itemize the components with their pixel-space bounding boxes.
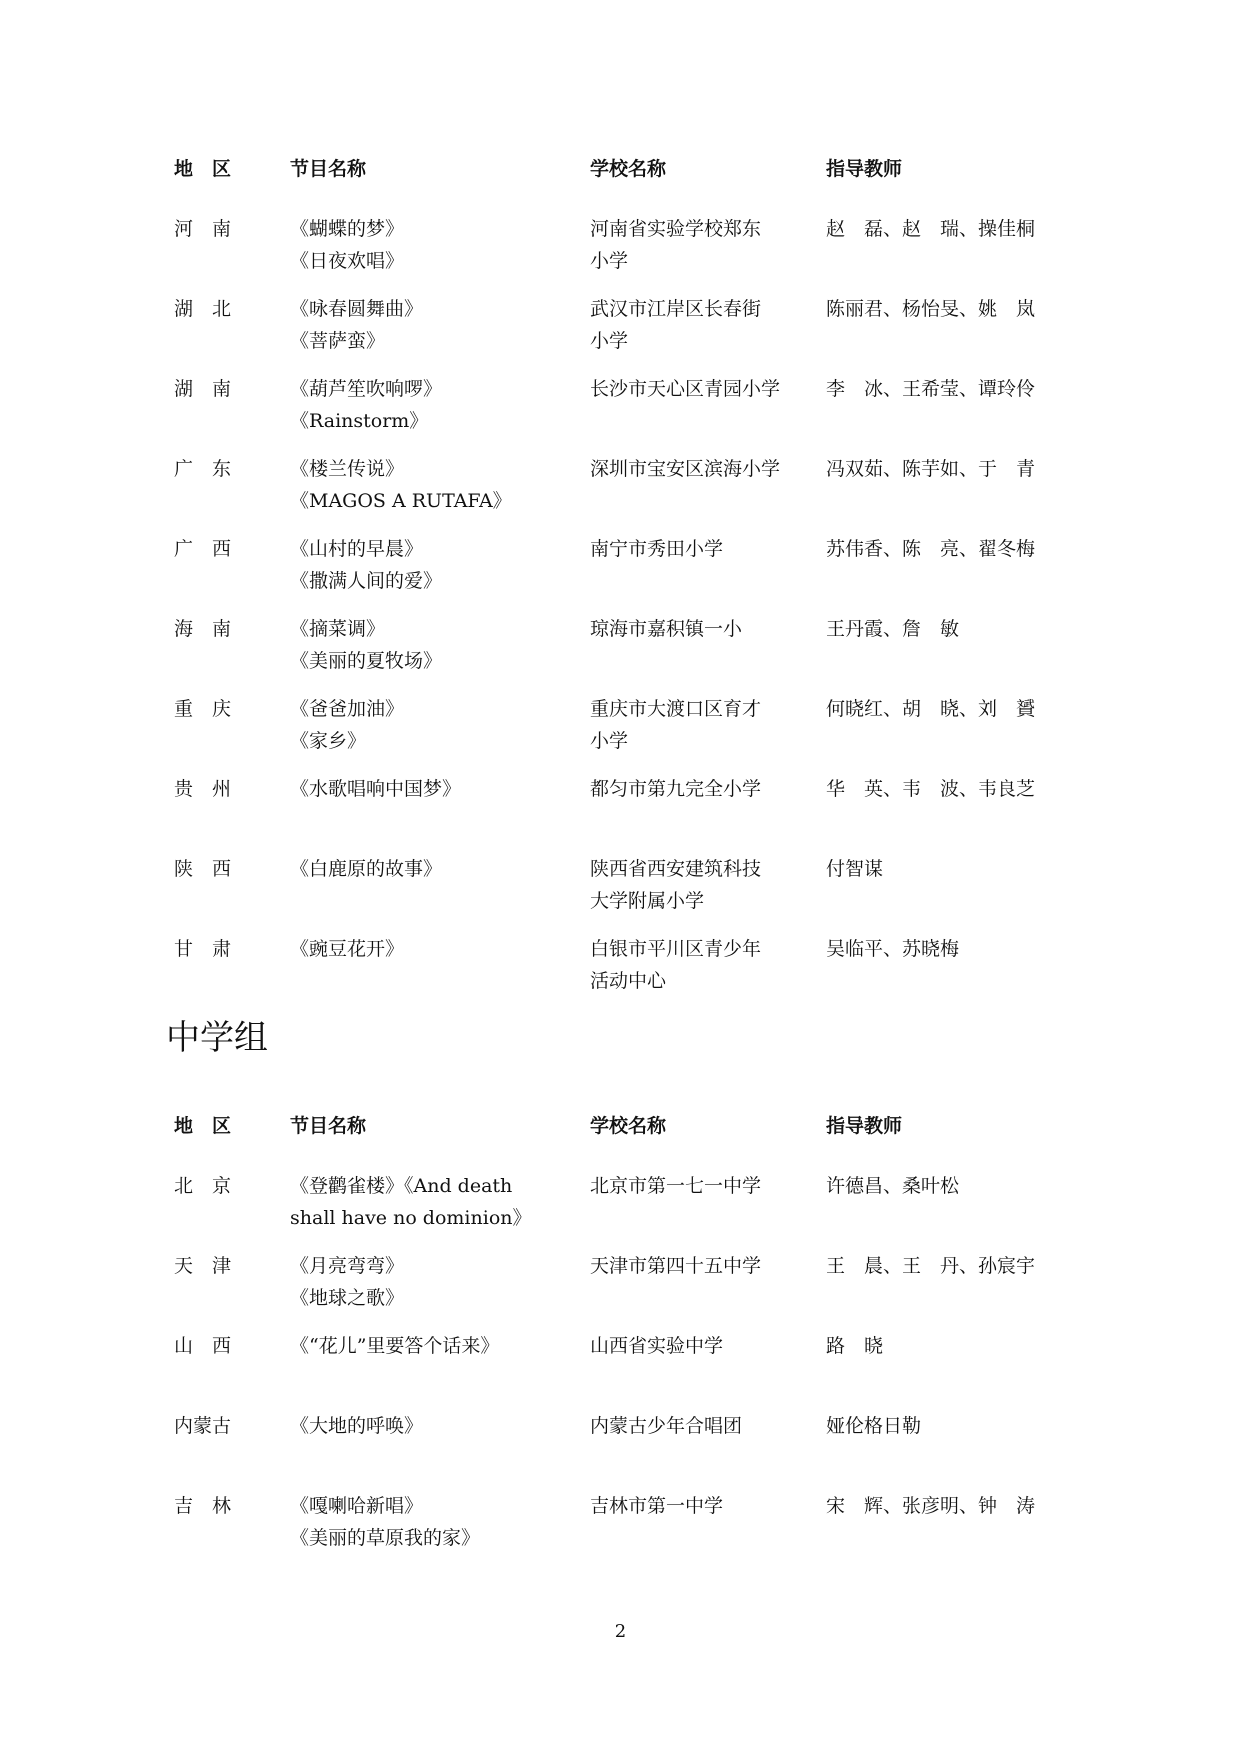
program-line: 《月亮弯弯》 — [290, 1255, 405, 1277]
school-cell — [590, 1330, 810, 1362]
school-line: 小学 — [590, 730, 629, 752]
teacher-cell: 王 晨、王 丹、孙宸宇 — [826, 1255, 1036, 1277]
program-cell — [290, 933, 580, 965]
program-cell — [290, 1250, 580, 1314]
region-cell: 重 庆 — [174, 698, 232, 720]
school-line: 白银市平川区青少年 — [590, 938, 762, 960]
table-row — [0, 853, 1241, 933]
page-number: 2 — [614, 1621, 627, 1642]
school-line: 重庆市大渡口区育才 — [590, 698, 762, 720]
school-cell — [590, 1410, 810, 1442]
school-cell — [590, 293, 810, 357]
school-cell — [590, 693, 810, 757]
region-cell: 甘 肃 — [174, 938, 232, 960]
school-cell — [590, 213, 810, 277]
teacher-cell: 何晓红、胡 晓、刘 贇 — [826, 698, 1036, 720]
program-cell — [290, 533, 580, 597]
region-cell: 河 南 — [174, 218, 232, 240]
teacher-cell: 华 英、韦 波、韦良芝 — [826, 778, 1036, 800]
teacher-cell: 陈丽君、杨怡旻、姚 岚 — [826, 298, 1036, 320]
teacher-cell: 付智谋 — [826, 858, 884, 880]
region-cell: 山 西 — [174, 1335, 232, 1357]
program-line: 《日夜欢唱》 — [290, 250, 405, 272]
school-cell — [590, 933, 810, 997]
header-program: 节目名称 — [290, 1115, 367, 1137]
program-line: 《嘎喇哈新唱》 — [290, 1495, 424, 1517]
school-cell — [590, 773, 810, 805]
program-line: 《白鹿原的故事》 — [290, 858, 443, 880]
region-cell: 陕 西 — [174, 858, 232, 880]
school-cell — [590, 1250, 810, 1282]
program-line: 《葫芦笙吹响啰》 — [290, 378, 443, 400]
teacher-cell: 路 晓 — [826, 1335, 884, 1357]
program-line: 《撒满人间的爱》 — [290, 570, 443, 592]
program-line: 《地球之歌》 — [290, 1287, 405, 1309]
region-cell: 天 津 — [174, 1255, 232, 1277]
header-region: 地 区 — [174, 158, 232, 180]
table-row — [0, 1410, 1241, 1490]
school-line: 吉林市第一中学 — [590, 1495, 724, 1517]
school-line: 都匀市第九完全小学 — [590, 778, 762, 800]
school-line: 天津市第四十五中学 — [590, 1255, 762, 1277]
program-line: 《楼兰传说》 — [290, 458, 405, 480]
region-cell: 海 南 — [174, 618, 232, 640]
school-line: 南宁市秀田小学 — [590, 538, 724, 560]
program-line: 《豌豆花开》 — [290, 938, 405, 960]
header-program: 节目名称 — [290, 158, 367, 180]
teacher-cell: 吴临平、苏晓梅 — [826, 938, 960, 960]
region-cell: 广 西 — [174, 538, 232, 560]
teacher-cell: 宋 辉、张彦明、钟 涛 — [826, 1495, 1036, 1517]
region-cell: 北 京 — [174, 1175, 232, 1197]
school-line: 小学 — [590, 330, 629, 352]
program-cell — [290, 1330, 580, 1362]
school-cell — [590, 853, 810, 917]
school-line: 北京市第一七一中学 — [590, 1175, 762, 1197]
teacher-cell: 李 冰、王希莹、谭玲伶 — [826, 378, 1036, 400]
table-row — [0, 773, 1241, 853]
school-cell — [590, 453, 810, 485]
school-cell — [590, 373, 810, 405]
school-cell — [590, 613, 810, 645]
table-row — [0, 213, 1241, 293]
table-row — [0, 373, 1241, 453]
school-line: 长沙市天心区青园小学 — [590, 378, 781, 400]
school-line: 山西省实验中学 — [590, 1335, 724, 1357]
program-cell — [290, 693, 580, 757]
school-cell — [590, 1490, 810, 1522]
school-line: 琼海市嘉积镇一小 — [590, 618, 743, 640]
school-line: 河南省实验学校郑东 — [590, 218, 762, 240]
program-cell — [290, 453, 580, 517]
table-row — [0, 1330, 1241, 1410]
table-row — [0, 533, 1241, 613]
region-cell: 湖 北 — [174, 298, 232, 320]
program-line: 《山村的早晨》 — [290, 538, 424, 560]
program-line: 《家乡》 — [290, 730, 367, 752]
teacher-cell: 许德昌、桑叶松 — [826, 1175, 960, 1197]
header-teacher: 指导教师 — [826, 1115, 903, 1137]
program-line: shall have no dominion》 — [290, 1207, 532, 1229]
table-row — [0, 1250, 1241, 1330]
program-line: 《咏春圆舞曲》 — [290, 298, 424, 320]
region-cell: 贵 州 — [174, 778, 232, 800]
program-cell — [290, 213, 580, 277]
program-line: 《水歌唱响中国梦》 — [290, 778, 462, 800]
school-line: 活动中心 — [590, 970, 667, 992]
program-cell — [290, 373, 580, 437]
school-line: 陕西省西安建筑科技 — [590, 858, 762, 880]
program-cell — [290, 1410, 580, 1442]
region-cell: 吉 林 — [174, 1495, 232, 1517]
program-cell — [290, 293, 580, 357]
program-line: 《蝴蝶的梦》 — [290, 218, 405, 240]
teacher-cell: 娅伦格日勒 — [826, 1415, 922, 1437]
school-line: 小学 — [590, 250, 629, 272]
program-line: 《爸爸加油》 — [290, 698, 405, 720]
program-line: 《“花儿”里要答个话来》 — [290, 1335, 500, 1357]
region-cell: 内蒙古 — [174, 1415, 232, 1437]
program-line: 《美丽的夏牧场》 — [290, 650, 443, 672]
table-row — [0, 293, 1241, 373]
school-cell — [590, 533, 810, 565]
table-row — [0, 693, 1241, 773]
program-line: 《登鹳雀楼》《And death — [290, 1175, 513, 1197]
table-row — [0, 933, 1241, 1013]
program-line: 《菩萨蛮》 — [290, 330, 386, 352]
table-row — [0, 1490, 1241, 1570]
program-cell — [290, 773, 580, 805]
table-row — [0, 613, 1241, 693]
school-line: 内蒙古少年合唱团 — [590, 1415, 743, 1437]
header-school: 学校名称 — [590, 1115, 667, 1137]
header-school: 学校名称 — [590, 158, 667, 180]
table-row — [0, 453, 1241, 533]
teacher-cell: 王丹霞、詹 敏 — [826, 618, 960, 640]
program-cell — [290, 1170, 580, 1234]
teacher-cell: 赵 磊、赵 瑞、操佳桐 — [826, 218, 1036, 240]
program-cell — [290, 613, 580, 677]
program-cell — [290, 853, 580, 885]
school-line: 武汉市江岸区长春街 — [590, 298, 762, 320]
program-line: 《大地的呼唤》 — [290, 1415, 424, 1437]
program-line: 《MAGOS A RUTAFA》 — [290, 490, 512, 512]
header-region: 地 区 — [174, 1115, 232, 1137]
school-line: 大学附属小学 — [590, 890, 705, 912]
school-line: 深圳市宝安区滨海小学 — [590, 458, 781, 480]
program-line: 《摘菜调》 — [290, 618, 386, 640]
region-cell: 湖 南 — [174, 378, 232, 400]
header-teacher: 指导教师 — [826, 158, 903, 180]
program-line: 《美丽的草原我的家》 — [290, 1527, 481, 1549]
program-line: 《Rainstorm》 — [290, 410, 429, 432]
program-cell — [290, 1490, 580, 1554]
section-title: 中学组 — [166, 1018, 268, 1058]
table-row — [0, 1170, 1241, 1250]
teacher-cell: 苏伟香、陈 亮、翟冬梅 — [826, 538, 1036, 560]
school-cell — [590, 1170, 810, 1202]
region-cell: 广 东 — [174, 458, 232, 480]
teacher-cell: 冯双茹、陈芋如、于 青 — [826, 458, 1036, 480]
